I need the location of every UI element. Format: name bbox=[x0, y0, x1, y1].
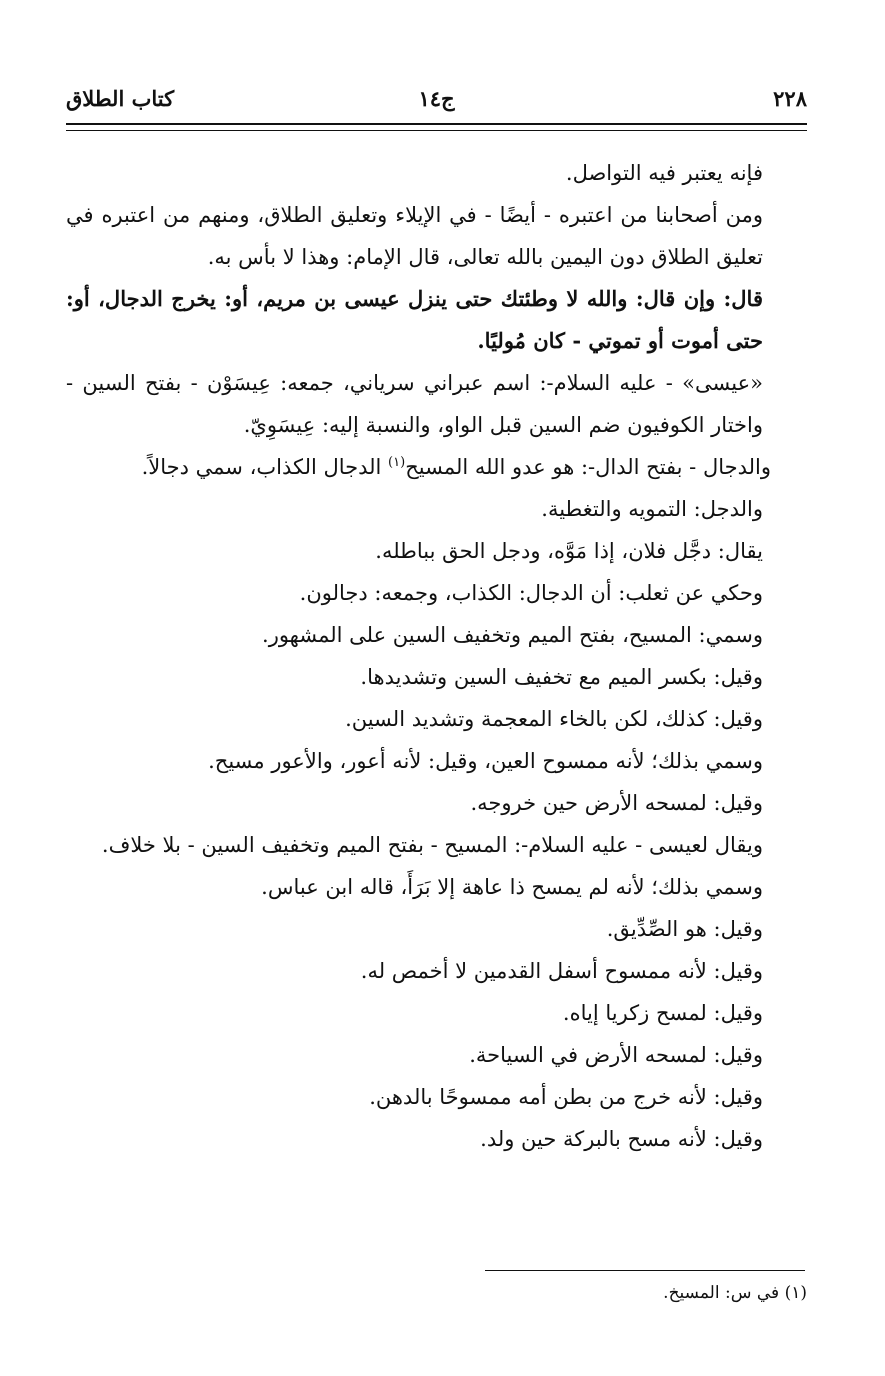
paragraph: وقيل: لمسحه الأرض في السياحة. bbox=[469, 1043, 763, 1067]
paragraph-dajjal bbox=[66, 446, 807, 488]
paragraph-text: الدجال الكذاب، سمي دجالاً. bbox=[141, 455, 389, 479]
header-rule-thick bbox=[66, 123, 807, 125]
paragraph: «عيسى» - عليه السلام-: اسم عبراني سرياني، جمعه: عِيسَوْن - بفتح السين - واختار الكوفيون ضم السين قبل الواو، والنسبة إليه: عِيسَوِيّ. bbox=[66, 371, 763, 437]
paragraph: وسمي: المسيح، بفتح الميم وتخفيف السين على المشهور. bbox=[262, 623, 763, 647]
paragraph: والدجل: التمويه والتغطية. bbox=[541, 497, 763, 521]
paragraph: وسمي بذلك؛ لأنه ممسوح العين، وقيل: لأنه أعور، والأعور مسيح. bbox=[208, 749, 763, 773]
paragraph: وقيل: لمسح زكريا إياه. bbox=[562, 1001, 763, 1025]
paragraph: وسمي بذلك؛ لأنه لم يمسح ذا عاهة إلا بَرَأَ، قاله ابن عباس. bbox=[261, 875, 763, 899]
footnote-marker: (١) bbox=[784, 1283, 807, 1303]
footnote-separator bbox=[485, 1270, 805, 1271]
paragraph: وقيل: هو الصِّدِّيق. bbox=[606, 917, 763, 941]
paragraph: فإنه يعتبر فيه التواصل. bbox=[565, 161, 763, 185]
paragraph: وقيل: لمسحه الأرض حين خروجه. bbox=[470, 791, 763, 815]
paragraph: وقيل: لأنه ممسوح أسفل القدمين لا أخمص له. bbox=[360, 959, 763, 983]
footnote-reference: (١) bbox=[388, 455, 406, 470]
footnote bbox=[663, 1283, 807, 1303]
paragraph: وحكي عن ثعلب: أن الدجال: الكذاب، وجمعه: دجالون. bbox=[299, 581, 763, 605]
paragraph-text: والدجال - بفتح الدال-: هو عدو الله المسيح bbox=[405, 455, 771, 479]
paragraph: وقيل: بكسر الميم مع تخفيف السين وتشديدها. bbox=[360, 665, 763, 689]
paragraph-bold: قال: وإن قال: والله لا وطئتك حتى ينزل عيسى بن مريم، أو: يخرج الدجال، أو: حتى أموت أو تموتي - كان مُوليًا. bbox=[66, 286, 763, 353]
main-text bbox=[66, 152, 807, 1160]
paragraph: وقيل: لأنه مسح بالبركة حين ولد. bbox=[480, 1127, 763, 1151]
paragraph: وقيل: كذلك، لكن بالخاء المعجمة وتشديد السين. bbox=[345, 707, 763, 731]
page-header bbox=[66, 86, 807, 120]
paragraph: وقيل: لأنه خرج من بطن أمه ممسوحًا بالدهن. bbox=[369, 1085, 763, 1109]
part-number: ج١٤ bbox=[418, 86, 455, 111]
header-rule-thin bbox=[66, 130, 807, 131]
paragraph: ويقال لعيسى - عليه السلام-: المسيح - بفتح الميم وتخفيف السين - بلا خلاف. bbox=[101, 833, 763, 857]
paragraph: يقال: دجَّل فلان، إذا مَوَّه، ودجل الحق بباطله. bbox=[375, 539, 763, 563]
page-number: ٢٢٨ bbox=[773, 86, 807, 111]
paragraph: ومن أصحابنا من اعتبره - أيضًا - في الإيلاء وتعليق الطلاق، ومنهم من اعتبره في تعليق الطلاق دون اليمين بالله تعالى، قال الإمام: وهذا لا بأس به. bbox=[66, 203, 763, 269]
footnote-text: في س: المسيخ. bbox=[663, 1283, 780, 1303]
book-title: كتاب الطلاق bbox=[66, 86, 175, 111]
